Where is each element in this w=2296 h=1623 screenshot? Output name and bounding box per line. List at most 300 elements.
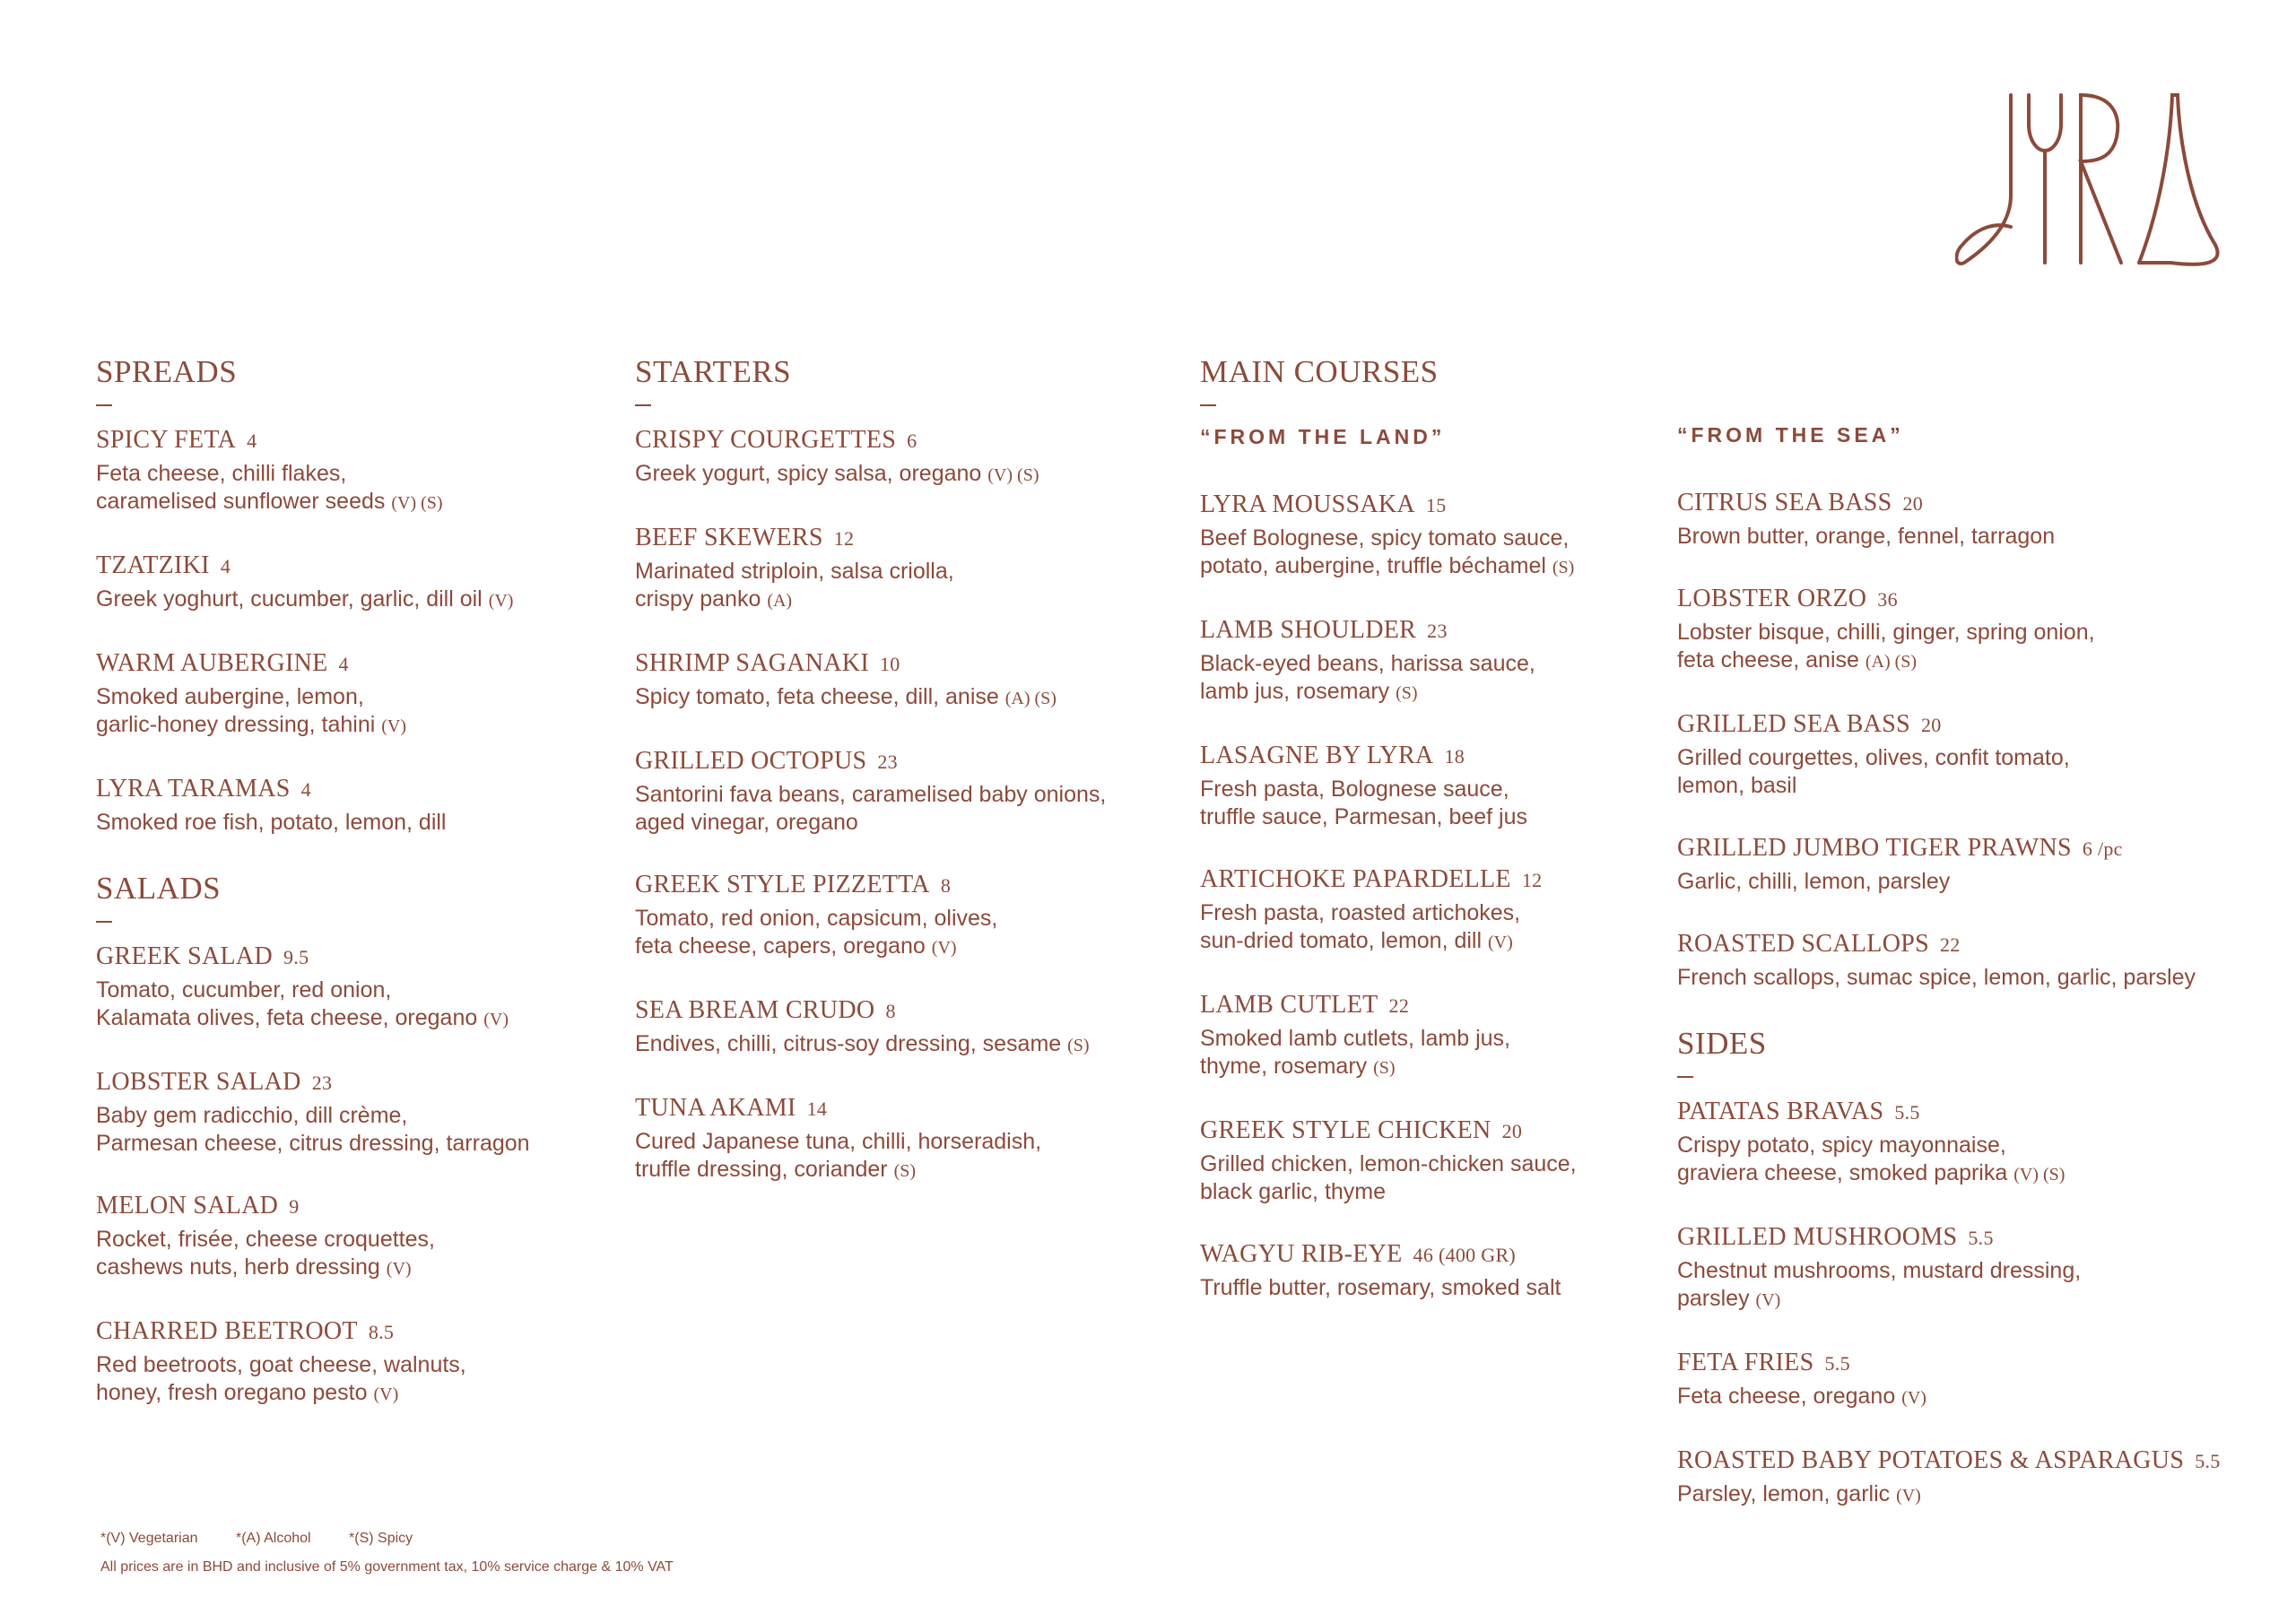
description-line xyxy=(1200,1150,1577,1178)
menu-item-description xyxy=(1677,964,2221,992)
menu-item-title xyxy=(635,424,1106,457)
menu-item-description xyxy=(1677,744,2221,800)
menu-item-title xyxy=(1677,1445,2221,1478)
menu-item-title xyxy=(96,941,530,974)
description-text: Feta cheese, oregano xyxy=(1677,1384,1896,1409)
menu-item-title xyxy=(96,773,530,806)
menu-item-description xyxy=(1200,1274,1577,1302)
description-line xyxy=(635,933,1106,962)
description-text: aged vinegar, oregano xyxy=(635,810,858,835)
dietary-tags: (A) xyxy=(767,591,793,611)
menu-item-title xyxy=(1677,1221,2221,1254)
menu-item-title xyxy=(96,1315,530,1349)
menu-item-name: SEA BREAM CRUDO xyxy=(635,996,875,1024)
divider xyxy=(96,404,112,406)
menu-item-price: 23 xyxy=(877,751,898,773)
menu-item xyxy=(635,424,1106,490)
menu-item-name: ARTICHOKE PAPARDELLE xyxy=(1200,865,1511,893)
dietary-tags: (A) (S) xyxy=(1004,689,1057,708)
column-main-land xyxy=(1200,354,1577,1334)
menu-item xyxy=(1677,1445,2221,1510)
menu-item-name: LAMB CUTLET xyxy=(1200,991,1378,1019)
menu-item-price: 12 xyxy=(833,527,855,550)
divider xyxy=(1677,1076,1693,1078)
description-line xyxy=(96,1102,530,1130)
description-text: potato, aubergine, truffle béchamel xyxy=(1200,553,1546,578)
description-line xyxy=(635,586,1106,615)
menu-item-name: LAMB SHOULDER xyxy=(1200,616,1417,644)
menu-item xyxy=(635,522,1106,615)
description-text: lemon, basil xyxy=(1677,773,1797,798)
description-text: Garlic, chilli, lemon, parsley xyxy=(1677,869,1951,894)
dietary-tags: (V) xyxy=(931,938,957,958)
menu-item-description xyxy=(1677,1480,2221,1510)
menu-item-price: 5.5 xyxy=(1894,1101,1920,1124)
menu-item-price: 18 xyxy=(1444,745,1465,768)
menu-item-price: 8 xyxy=(885,1000,896,1022)
menu-item-title xyxy=(1200,1238,1577,1271)
description-line xyxy=(1200,1274,1577,1302)
description-line xyxy=(1200,678,1577,707)
menu-item-description xyxy=(1200,525,1577,582)
description-text: truffle dressing, coriander xyxy=(635,1157,888,1182)
menu-item xyxy=(1677,1221,2221,1315)
description-line xyxy=(1677,1383,2221,1412)
menu-item-title xyxy=(1677,832,2221,865)
description-line xyxy=(1677,1132,2221,1159)
menu-item-name: GREEK SALAD xyxy=(96,942,273,970)
menu-item xyxy=(1677,832,2221,896)
menu-item-title xyxy=(1677,1096,2221,1129)
menu-item-price: 20 xyxy=(1501,1120,1523,1142)
menu-item-price: 23 xyxy=(311,1072,333,1094)
menu-item xyxy=(635,869,1106,962)
menu-item-price: 9 xyxy=(289,1195,300,1218)
menu-item-name: GRILLED JUMBO TIGER PRAWNS xyxy=(1677,834,2072,862)
menu-item-price: 23 xyxy=(1427,620,1448,642)
description-line xyxy=(1200,803,1577,831)
menu-item-name: LYRA TARAMAS xyxy=(96,775,291,803)
menu-item-name: SHRIMP SAGANAKI xyxy=(635,649,869,677)
section-salads xyxy=(96,871,530,1409)
menu-item-price: 4 xyxy=(300,778,311,801)
section-sides xyxy=(1677,1026,2221,1510)
menu-item-title xyxy=(1677,1347,2221,1380)
description-text: Spicy tomato, feta cheese, dill, anise xyxy=(635,684,999,709)
description-line xyxy=(96,586,530,615)
description-text: caramelised sunflower seeds xyxy=(96,489,386,514)
description-line xyxy=(1200,650,1577,678)
menu-item-title xyxy=(635,1092,1106,1125)
price-note: All prices are in BHD and inclusive of 5% government tax, 10% service charge & 10% VAT xyxy=(100,1559,674,1575)
description-text: Feta cheese, chilli flakes, xyxy=(96,461,347,486)
description-line xyxy=(96,488,530,517)
menu-item-price: 20 xyxy=(1920,714,1942,736)
description-line xyxy=(635,1128,1106,1156)
menu-item-price: 14 xyxy=(806,1098,828,1120)
menu-item-description xyxy=(1200,1025,1577,1082)
menu-item-price: 4 xyxy=(247,430,257,452)
description-text: Marinated striploin, salsa criolla, xyxy=(635,559,954,584)
menu-item-title xyxy=(1200,489,1577,522)
legend-vegetarian: *(V) Vegetarian xyxy=(100,1531,198,1546)
menu-item-price: 12 xyxy=(1521,869,1543,891)
legend-alcohol: *(A) Alcohol xyxy=(235,1531,311,1546)
menu-item-title xyxy=(635,745,1106,778)
menu-item-name: PATATAS BRAVAS xyxy=(1677,1098,1884,1125)
description-line xyxy=(635,460,1106,490)
menu-item-description xyxy=(96,683,530,741)
menu-item xyxy=(1677,708,2221,800)
menu-item-name: MELON SALAD xyxy=(96,1192,279,1219)
description-line xyxy=(1677,1480,2221,1510)
dietary-tags: (V) xyxy=(1896,1486,1921,1506)
description-text: Black-eyed beans, harissa sauce, xyxy=(1200,651,1535,676)
section-from-the-sea xyxy=(1677,422,2221,992)
menu-item-name: LOBSTER SALAD xyxy=(96,1068,301,1096)
menu-item xyxy=(635,1092,1106,1185)
description-text: Brown butter, orange, fennel, tarragon xyxy=(1677,524,2056,549)
column-starters xyxy=(635,354,1106,1218)
menu-item-price: 4 xyxy=(338,653,349,675)
description-text: graviera cheese, smoked paprika xyxy=(1677,1160,2008,1185)
menu-item-price: 4 xyxy=(220,555,231,577)
description-text: Parsley, lemon, garlic xyxy=(1677,1481,1891,1506)
menu-item xyxy=(96,1315,530,1409)
description-text: Lobster bisque, chilli, ginger, spring onion, xyxy=(1677,620,2095,645)
description-text: sun-dried tomato, lemon, dill xyxy=(1200,928,1483,953)
menu-item-title xyxy=(635,994,1106,1028)
description-line xyxy=(635,1030,1106,1060)
description-text: Fresh pasta, Bolognese sauce, xyxy=(1200,777,1509,802)
menu-item-name: LOBSTER ORZO xyxy=(1677,585,1867,612)
description-line xyxy=(635,1156,1106,1185)
section-title-main-courses: MAIN COURSES xyxy=(1200,354,1439,389)
menu-item-name: BEEF SKEWERS xyxy=(635,524,823,551)
menu-item xyxy=(1200,740,1577,831)
description-line xyxy=(1677,868,2221,896)
description-text: thyme, rosemary xyxy=(1200,1054,1368,1079)
section-starters xyxy=(635,354,1106,1185)
menu-item-price: 6 xyxy=(907,430,918,452)
menu-item-title xyxy=(96,1066,530,1099)
description-line xyxy=(96,1004,530,1034)
menu-item-name: CITRUS SEA BASS xyxy=(1677,489,1892,516)
menu-item-title xyxy=(1200,989,1577,1022)
menu-item-price: 5.5 xyxy=(1968,1227,1994,1249)
description-text: Crispy potato, spicy mayonnaise, xyxy=(1677,1133,2006,1158)
dietary-tags: (V) (S) xyxy=(391,493,443,513)
dietary-tags: (A) (S) xyxy=(1865,652,1918,672)
menu-item-title xyxy=(1200,614,1577,647)
menu-item-description xyxy=(96,460,530,517)
description-line xyxy=(1677,772,2221,800)
description-line xyxy=(1677,1257,2221,1285)
description-text: Beef Bolognese, spicy tomato sauce, xyxy=(1200,525,1570,551)
dietary-tags: (V) xyxy=(483,1010,509,1029)
description-text: parsley xyxy=(1677,1286,1750,1311)
description-line xyxy=(1200,1053,1577,1082)
menu-item-price: 10 xyxy=(879,653,900,675)
description-text: feta cheese, anise xyxy=(1677,647,1859,673)
subsection-title-sea: “FROM THE SEA” xyxy=(1677,423,1904,447)
section-title-starters: STARTERS xyxy=(635,354,792,389)
menu-item-title xyxy=(635,647,1106,681)
column-spreads-salads xyxy=(96,354,530,1441)
menu-item-description xyxy=(635,683,1106,713)
description-text: Grilled chicken, lemon-chicken sauce, xyxy=(1200,1151,1577,1176)
menu-item xyxy=(635,745,1106,837)
menu-item-title xyxy=(96,647,530,681)
section-title-spreads: SPREADS xyxy=(96,354,238,389)
menu-item-description xyxy=(1200,776,1577,831)
menu-item-name: GRILLED MUSHROOMS xyxy=(1677,1223,1958,1251)
menu-item-title xyxy=(1677,928,2221,961)
description-line xyxy=(1677,619,2221,647)
menu-item xyxy=(96,941,530,1034)
menu-item xyxy=(96,424,530,517)
description-text: lamb jus, rosemary xyxy=(1200,679,1390,704)
description-text: Red beetroots, goat cheese, walnuts, xyxy=(96,1352,466,1377)
description-line xyxy=(635,683,1106,713)
description-line xyxy=(1677,1285,2221,1315)
menu-item-name: LYRA MOUSSAKA xyxy=(1200,490,1415,518)
menu-item-name: ROASTED BABY POTATOES & ASPARAGUS xyxy=(1677,1446,2185,1474)
menu-item-price: 8.5 xyxy=(368,1321,395,1343)
section-title-salads: SALADS xyxy=(96,871,222,906)
menu-item xyxy=(1200,989,1577,1082)
description-text: Kalamata olives, feta cheese, oregano xyxy=(96,1005,478,1030)
menu-item-description xyxy=(96,1102,530,1158)
dietary-tags: (V) (S) xyxy=(2013,1165,2066,1185)
description-line xyxy=(1677,647,2221,676)
description-text: Greek yogurt, spicy salsa, oregano xyxy=(635,461,982,486)
menu-item-name: ROASTED SCALLOPS xyxy=(1677,930,1929,958)
menu-item xyxy=(1677,928,2221,992)
menu-item-description xyxy=(96,976,530,1034)
description-text: Tomato, red onion, capsicum, olives, xyxy=(635,906,998,931)
description-text: Baby gem radicchio, dill crème, xyxy=(96,1103,408,1128)
menu-item-name: CRISPY COURGETTES xyxy=(635,426,897,454)
description-line xyxy=(1677,744,2221,772)
description-line xyxy=(1200,525,1577,552)
description-text: Santorini fava beans, caramelised baby onions, xyxy=(635,782,1107,807)
menu-item-description xyxy=(1200,899,1577,957)
description-line xyxy=(96,1130,530,1158)
description-line xyxy=(1200,1025,1577,1053)
menu-item-description xyxy=(635,460,1106,490)
menu-item-name: WAGYU RIB-EYE xyxy=(1200,1240,1403,1268)
dietary-tags: (V) xyxy=(1901,1388,1926,1408)
menu-item-title xyxy=(1200,864,1577,897)
description-line xyxy=(635,781,1106,809)
menu-item-name: WARM AUBERGINE xyxy=(96,649,328,677)
menu-item xyxy=(1677,1347,2221,1412)
menu-item-name: TUNA AKAMI xyxy=(635,1094,796,1122)
description-line xyxy=(1200,899,1577,927)
description-line xyxy=(96,1379,530,1409)
section-main-courses xyxy=(1200,354,1577,1302)
menu-item-title xyxy=(635,869,1106,902)
menu-item-description xyxy=(1677,1257,2221,1315)
menu-item-price: 5.5 xyxy=(2195,1450,2221,1472)
menu-item-price: 5.5 xyxy=(1824,1352,1850,1375)
menu-item xyxy=(1200,1115,1577,1206)
menu-item-title xyxy=(1677,708,2221,742)
menu-item-name: LASAGNE BY LYRA xyxy=(1200,742,1434,769)
lyra-logo xyxy=(1955,88,2224,267)
footer xyxy=(100,1524,674,1582)
description-line xyxy=(1677,523,2221,551)
description-text: Chestnut mushrooms, mustard dressing, xyxy=(1677,1258,2082,1283)
menu-item-description xyxy=(635,1030,1106,1060)
menu-item-title xyxy=(96,424,530,457)
description-text: French scallops, sumac spice, lemon, garlic, parsley xyxy=(1677,965,2196,990)
description-line xyxy=(96,460,530,488)
description-line xyxy=(96,711,530,741)
description-text: garlic-honey dressing, tahini xyxy=(96,712,376,737)
menu-item-description xyxy=(635,558,1106,615)
menu-item-description xyxy=(1677,868,2221,896)
menu-item-title xyxy=(96,1190,530,1223)
menu-item-price: 22 xyxy=(1388,994,1410,1017)
menu-item-description xyxy=(1200,650,1577,707)
menu-item xyxy=(1677,1096,2221,1189)
description-line xyxy=(635,558,1106,586)
menu-item-title xyxy=(1677,487,2221,520)
dietary-tags: (S) xyxy=(893,1161,917,1181)
dietary-tags: (V) xyxy=(1488,933,1513,952)
dietary-tags: (S) xyxy=(1552,558,1575,577)
dietary-tags: (V) (S) xyxy=(987,465,1039,485)
menu-item-price: 6 /pc xyxy=(2082,838,2123,860)
menu-item-description xyxy=(96,809,530,837)
menu-item-name: GREEK STYLE PIZZETTA xyxy=(635,871,930,898)
description-text: Smoked lamb cutlets, lamb jus, xyxy=(1200,1026,1510,1051)
description-text: cashews nuts, herb dressing xyxy=(96,1254,380,1280)
menu-item-price: 15 xyxy=(1425,494,1447,516)
menu-item-price: 9.5 xyxy=(283,946,309,968)
menu-item xyxy=(1200,1238,1577,1302)
description-text: Rocket, frisée, cheese croquettes, xyxy=(96,1227,435,1252)
menu-item-description xyxy=(96,1226,530,1283)
subsection-title-land: “FROM THE LAND” xyxy=(1200,425,1446,448)
dietary-tags: (V) xyxy=(381,716,406,736)
divider xyxy=(635,404,651,406)
menu-item-name: FETA FRIES xyxy=(1677,1349,1814,1376)
description-text: feta cheese, capers, oregano xyxy=(635,933,926,959)
description-text: Cured Japanese tuna, chilli, horseradish, xyxy=(635,1129,1042,1154)
description-line xyxy=(96,1254,530,1283)
menu-item-price: 22 xyxy=(1939,933,1961,956)
description-line xyxy=(96,683,530,711)
menu-item-name: TZATZIKI xyxy=(96,551,210,579)
dietary-tags: (S) xyxy=(1373,1058,1396,1078)
description-text: crispy panko xyxy=(635,586,761,612)
menu-item xyxy=(96,773,530,837)
menu-item xyxy=(1677,487,2221,551)
menu-item xyxy=(1200,489,1577,582)
menu-item xyxy=(96,1190,530,1283)
menu-item-description xyxy=(1677,1132,2221,1189)
menu-item xyxy=(1200,864,1577,957)
menu-item-description xyxy=(1200,1150,1577,1206)
description-text: Endives, chilli, citrus-soy dressing, sesame xyxy=(635,1031,1062,1056)
description-line xyxy=(635,809,1106,837)
description-text: Tomato, cucumber, red onion, xyxy=(96,977,392,1002)
section-spreads xyxy=(96,354,530,837)
description-line xyxy=(1200,1178,1577,1206)
dietary-tags: (V) xyxy=(386,1259,412,1279)
dietary-tags: (V) xyxy=(1755,1290,1781,1310)
description-text: Greek yoghurt, cucumber, garlic, dill oil xyxy=(96,586,483,612)
description-text: Fresh pasta, roasted artichokes, xyxy=(1200,900,1521,925)
menu-item xyxy=(635,647,1106,713)
menu-item-name: CHARRED BEETROOT xyxy=(96,1317,358,1345)
description-text: Smoked roe fish, potato, lemon, dill xyxy=(96,810,447,835)
menu-item-name: SPICY FETA xyxy=(96,426,237,454)
description-text: Grilled courgettes, olives, confit tomato, xyxy=(1677,745,2070,770)
menu-item-description xyxy=(635,905,1106,962)
menu-item-title xyxy=(1200,1115,1577,1148)
description-line xyxy=(96,976,530,1004)
dietary-tags: (V) xyxy=(488,591,514,611)
menu-item-price: 8 xyxy=(940,874,952,897)
description-line xyxy=(96,1351,530,1379)
column-main-sea-sides xyxy=(1677,422,2221,1542)
menu-item xyxy=(96,550,530,615)
description-text: black garlic, thyme xyxy=(1200,1179,1387,1204)
menu-item-description xyxy=(635,781,1106,837)
menu-item-description xyxy=(1677,1383,2221,1412)
description-line xyxy=(1200,776,1577,803)
menu-item-title xyxy=(1200,740,1577,773)
menu-item-description xyxy=(96,1351,530,1409)
menu-item-price: 46 (400 GR) xyxy=(1413,1244,1517,1266)
legend-spicy: *(S) Spicy xyxy=(349,1531,413,1546)
description-text: truffle sauce, Parmesan, beef jus xyxy=(1200,804,1528,829)
dietary-legend xyxy=(100,1524,674,1553)
menu-item xyxy=(1200,614,1577,707)
menu-item-price: 36 xyxy=(1877,588,1898,611)
divider xyxy=(96,921,112,923)
menu-item xyxy=(96,1066,530,1158)
menu-item xyxy=(96,647,530,741)
menu-item-title xyxy=(635,522,1106,555)
menu-item-description xyxy=(635,1128,1106,1185)
menu-item-name: GREEK STYLE CHICKEN xyxy=(1200,1116,1492,1144)
description-line xyxy=(1677,1159,2221,1189)
dietary-tags: (V) xyxy=(373,1384,399,1404)
menu-item-title xyxy=(96,550,530,583)
description-text: Parmesan cheese, citrus dressing, tarragon xyxy=(96,1131,530,1156)
menu-item xyxy=(635,994,1106,1060)
menu-item-description xyxy=(1677,619,2221,676)
menu-item xyxy=(1677,583,2221,676)
menu-item-description xyxy=(1677,523,2221,551)
description-line xyxy=(96,809,530,837)
description-line xyxy=(635,905,1106,933)
menu-item-description xyxy=(96,586,530,615)
description-line xyxy=(96,1226,530,1254)
description-text: Truffle butter, rosemary, smoked salt xyxy=(1200,1275,1561,1300)
description-line xyxy=(1200,927,1577,957)
description-text: honey, fresh oregano pesto xyxy=(96,1380,368,1405)
description-line xyxy=(1677,964,2221,992)
menu-item-name: GRILLED OCTOPUS xyxy=(635,747,867,775)
divider xyxy=(1200,404,1216,406)
menu-item-price: 20 xyxy=(1902,492,1924,515)
